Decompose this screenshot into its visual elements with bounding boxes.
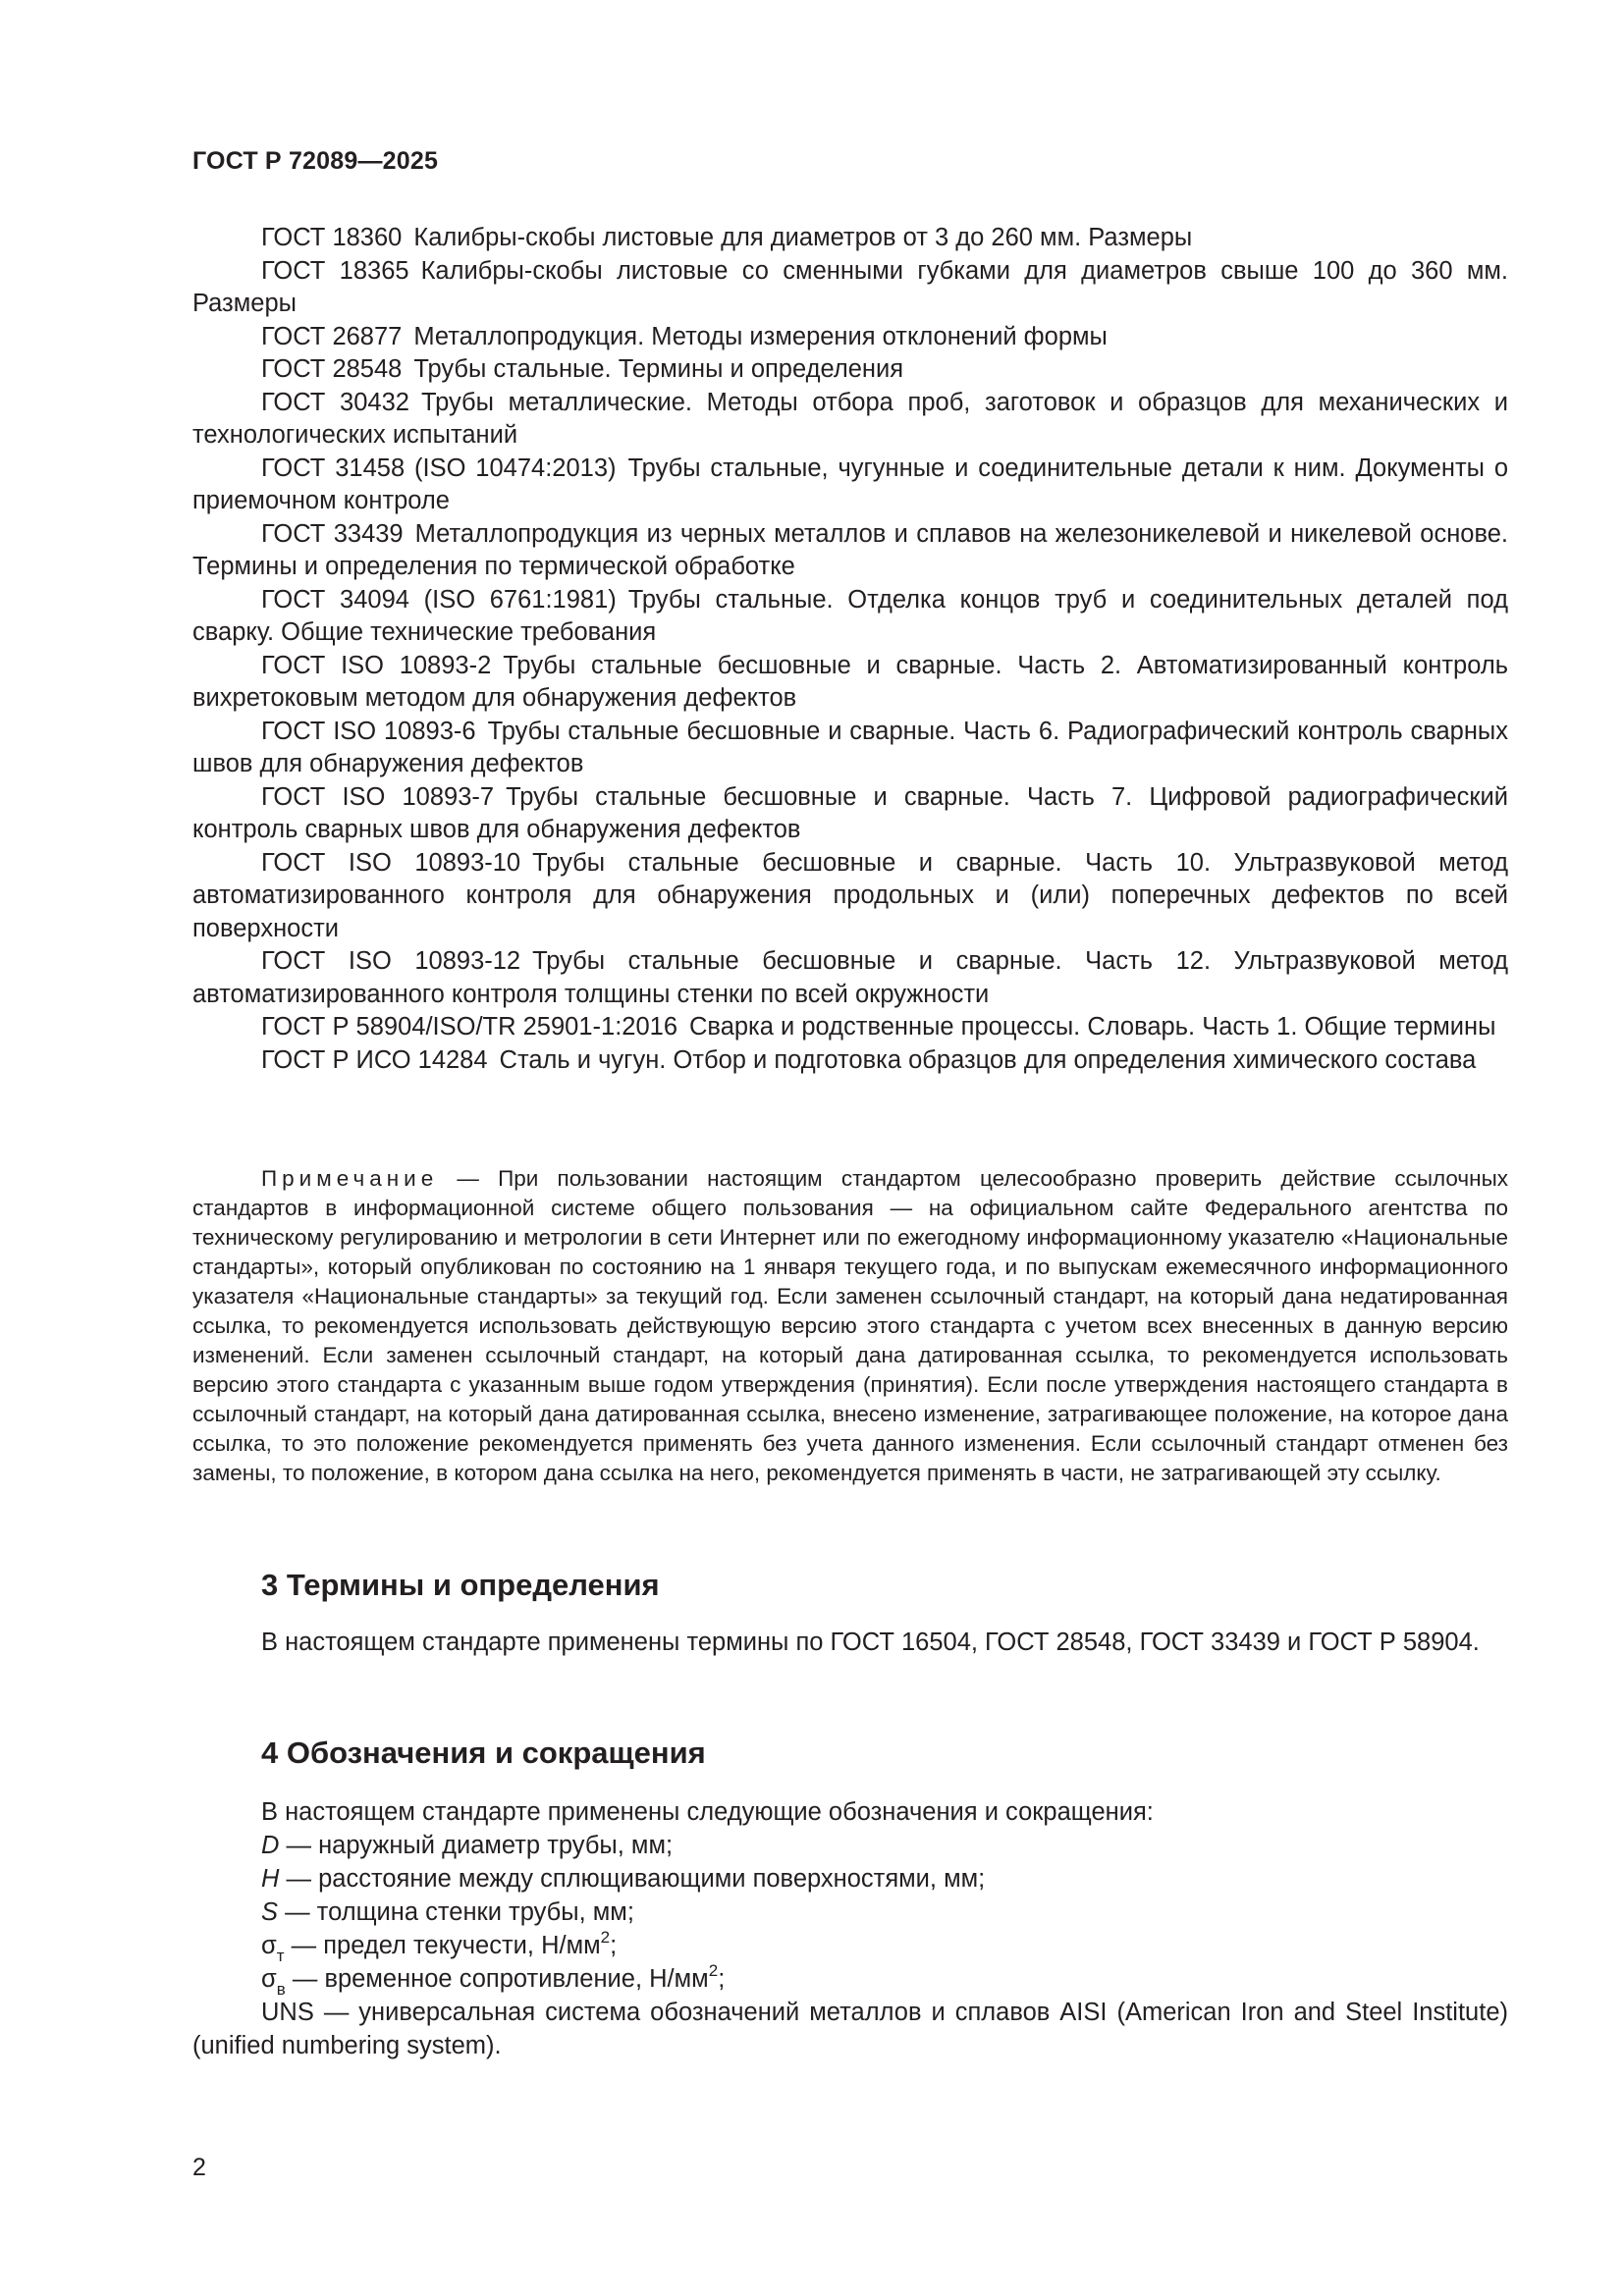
reference-code: ГОСТ 33439 — [261, 519, 404, 548]
sigma-symbol: σ — [261, 1932, 277, 1959]
reference-title: Трубы стальные. Отделка концов труб и соединительных деталей под сварку. Общие технические требования — [192, 585, 1508, 646]
page-number: 2 — [192, 2154, 206, 2181]
reference-title: Трубы стальные. Термины и определения — [413, 355, 904, 383]
reference-item — [192, 453, 1508, 518]
symbol-end: ; — [610, 1932, 618, 1959]
reference-item — [192, 321, 1508, 354]
reference-item — [192, 584, 1508, 650]
reference-code: ГОСТ 30432 — [261, 388, 409, 416]
symbol-item-tensile-strength — [192, 1961, 1508, 1999]
reference-title: Сталь и чугун. Отбор и подготовка образцов для определения химического состава — [499, 1045, 1477, 1074]
reference-item — [192, 716, 1508, 781]
reference-code: ГОСТ ISO 10893-12 — [261, 947, 521, 975]
reference-title: Трубы стальные бесшовные и сварные. Часть 12. Ультразвуковой метод автоматизированного контроля толщины стенки по всей окружности — [192, 947, 1509, 1008]
symbol-letter: S — [261, 1898, 279, 1926]
reference-item — [192, 1011, 1508, 1044]
section-3-text: В настоящем стандарте применены термины по ГОСТ 16504, ГОСТ 28548, ГОСТ 33439 и ГОСТ Р 58904. — [261, 1629, 1480, 1656]
reference-code: ГОСТ 31458 (ISO 10474:2013) — [261, 454, 617, 482]
reference-code: ГОСТ ISO 10893-10 — [261, 848, 521, 877]
reference-code: ГОСТ 26877 — [261, 322, 403, 350]
symbol-description: — временное сопротивление, Н/мм — [285, 1965, 709, 1993]
sigma-subscript: т — [276, 1947, 285, 1965]
symbols-intro: В настоящем стандарте применены следующие обозначения и сокращения: — [261, 1798, 1154, 1826]
normative-references-list — [192, 222, 1508, 1077]
reference-title: Трубы стальные бесшовные и сварные. Часть 7. Цифровой радиографический контроль сварных швов для обнаружения дефектов — [192, 782, 1509, 843]
reference-code: ГОСТ Р 58904/ISO/TR 25901-1:2016 — [261, 1013, 678, 1041]
reference-code: ГОСТ 34094 (ISO 6761:1981) — [261, 585, 617, 614]
symbol-item — [192, 1862, 1508, 1896]
reference-item — [192, 387, 1508, 453]
symbol-description: — расстояние между сплющивающими поверхностями, мм; — [279, 1865, 986, 1893]
reference-item — [192, 222, 1508, 255]
reference-title: Калибры-скобы листовые для диаметров от 3 до 260 мм. Размеры — [413, 224, 1193, 251]
reference-item — [192, 650, 1508, 716]
symbol-letter: D — [261, 1832, 280, 1859]
reference-code: ГОСТ Р ИСО 14284 — [261, 1045, 488, 1074]
reference-title: Сварка и родственные процессы. Словарь. Часть 1. Общие термины — [689, 1013, 1496, 1041]
reference-code: ГОСТ 18360 — [261, 224, 403, 251]
reference-title: Калибры-скобы листовые со сменными губками для диаметров свыше 100 до 360 мм. Размеры — [192, 256, 1508, 317]
section-3-heading: 3 Термины и определения — [261, 1568, 660, 1602]
reference-item — [192, 945, 1508, 1011]
symbols-list — [192, 1795, 1508, 2062]
symbol-item-yield-strength — [192, 1928, 1508, 1965]
symbol-item — [192, 1896, 1508, 1929]
reference-title: Трубы стальные бесшовные и сварные. Часть 6. Радиографический контроль сварных швов для обнаружения дефектов — [192, 717, 1508, 777]
reference-title: Металлопродукция. Методы измерения отклонений формы — [413, 322, 1108, 350]
sigma-symbol: σ — [261, 1965, 277, 1993]
symbol-description: — предел текучести, Н/мм — [284, 1932, 601, 1959]
reference-item — [192, 847, 1508, 946]
symbol-end: ; — [718, 1965, 726, 1993]
reference-item — [192, 353, 1508, 387]
reference-code: ГОСТ 18365 — [261, 256, 409, 285]
reference-item — [192, 1044, 1508, 1078]
reference-code: ГОСТ ISO 10893-6 — [261, 717, 476, 745]
note-text: — При пользовании настоящим стандартом целесообразно проверить действие ссылочных стандартов в информационной системе общего пользования — на официальном сайте Федерального агентства по техническому регулированию и метрологии в сети Интернет или по ежегодному информационному указателю «Национальные стандарты», который опубликован по состоянию на 1 января текущего года, и по выпускам ежемесячного информационного указателя «Национальные стандарты» за текущий год. Если заменен ссылочный стандарт, на который дана недатированная ссылка, то рекомендуется использовать действующую версию этого стандарта с учетом всех внесенных в данную версию изменений. Если заменен ссылочный стандарт, на который дана датированная ссылка, то рекомендуется использовать версию этого стандарта с указанным выше годом утверждения (принятия). Если после утверждения настоящего стандарта в ссылочный стандарт, на который дана датированная ссылка, внесено изменение, затрагивающее положение, на которое дана ссылка, то это положение рекомендуется применять без учета данного изменения. Если ссылочный стандарт отменен без замены, то положение, в котором дана ссылка на него, рекомендуется применять в части, не затрагивающей эту ссылку. — [192, 1166, 1508, 1485]
symbol-item-uns: UNS — универсальная система обозначений металлов и сплавов AISI (American Iron and Steel Institute) (unified numbering system). — [192, 1999, 1508, 2059]
reference-title: Металлопродукция из черных металлов и сплавов на железоникелевой и никелевой основе. Термины и определения по термической обработке — [192, 519, 1508, 580]
reference-title: Трубы стальные бесшовные и сварные. Часть 2. Автоматизированный контроль вихретоковым методом для обнаружения дефектов — [192, 651, 1508, 712]
reference-code: ГОСТ ISO 10893-7 — [261, 782, 495, 811]
unit-superscript: 2 — [708, 1961, 719, 1980]
section-4-heading: 4 Обозначения и сокращения — [261, 1735, 706, 1770]
symbol-description: — наружный диаметр трубы, мм; — [279, 1832, 674, 1859]
reference-title: Трубы стальные, чугунные и соединительные детали к ним. Документы о приемочном контроле — [192, 454, 1509, 514]
symbol-description: — толщина стенки трубы, мм; — [278, 1898, 634, 1926]
sigma-subscript: в — [276, 1980, 286, 1999]
symbol-item — [192, 1829, 1508, 1862]
reference-item — [192, 781, 1508, 847]
document-header: ГОСТ Р 72089—2025 — [192, 147, 439, 175]
reference-item — [192, 518, 1508, 584]
note-paragraph — [192, 1164, 1508, 1488]
symbol-letter: H — [261, 1865, 280, 1893]
reference-title: Трубы металлические. Методы отбора проб, заготовок и образцов для механических и технологических испытаний — [192, 388, 1508, 449]
reference-item — [192, 255, 1508, 321]
reference-title: Трубы стальные бесшовные и сварные. Часть 10. Ультразвуковой метод автоматизированного контроля для обнаружения продольных и (или) поперечных дефектов по всей поверхности — [192, 848, 1509, 942]
reference-code: ГОСТ ISO 10893-2 — [261, 651, 492, 679]
note-label: Примечание — [261, 1166, 439, 1191]
unit-superscript: 2 — [600, 1928, 611, 1947]
reference-code: ГОСТ 28548 — [261, 355, 403, 383]
